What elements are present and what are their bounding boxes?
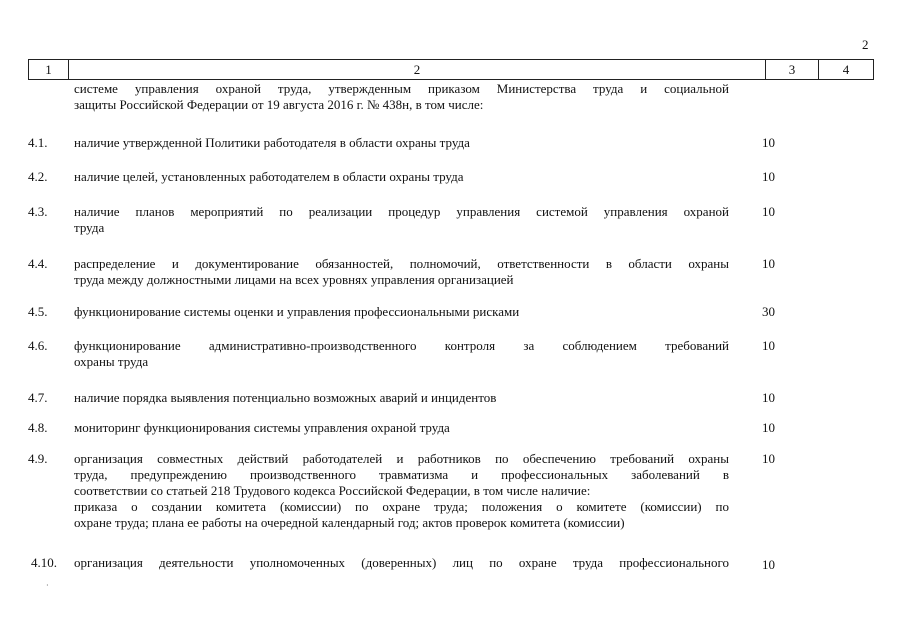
item-text-line: функционирование системы оценки и управления профессиональными рисками (74, 304, 520, 319)
item-text (74, 304, 729, 320)
item-text-line: соответствии со статьей 218 Трудового кодекса Российской Федерации, в том числе наличие: (74, 483, 591, 498)
intro-line: защиты Российской Федерации от 19 августа 2016 г. № 438н, в том числе: (74, 97, 484, 112)
item-value: 10 (762, 420, 775, 435)
item-value: 10 (762, 204, 775, 219)
page-number: 2 (862, 37, 869, 52)
column-header-3: 3 (766, 60, 819, 79)
item-text-line: наличие утвержденной Политики работодателя в области охраны труда (74, 135, 470, 150)
item-text (74, 555, 729, 571)
item-text (74, 451, 729, 531)
item-text-line: наличие планов мероприятий по реализации процедур управления системой управления охраной (74, 204, 729, 219)
item-text (74, 256, 729, 288)
intro-line: системе управления охраной труда, утвержденным приказом Министерства труда и социальной (74, 81, 729, 96)
item-number: 4.8. (28, 420, 48, 435)
item-number: 4.4. (28, 256, 48, 271)
item-text-line: функционирование административно-производственного контроля за соблюдением требований (74, 338, 729, 353)
item-text-line: мониторинг функционирования системы управления охраной труда (74, 420, 450, 435)
item-text-line: организация совместных действий работодателей и работников по обеспечению требований охраны (74, 451, 729, 466)
item-value: 10 (762, 338, 775, 353)
item-text-line: наличие порядка выявления потенциально возможных аварий и инцидентов (74, 390, 497, 405)
item-number: 4.1. (28, 135, 48, 150)
column-header-1: 1 (29, 60, 69, 79)
item-number: 4.9. (28, 451, 48, 466)
item-text (74, 420, 729, 436)
item-value: 10 (762, 451, 775, 466)
item-number: 4.3. (28, 204, 48, 219)
item-text-line: распределение и документирование обязанностей, полномочий, ответственности в области охраны (74, 256, 729, 271)
item-text-line: охраны труда (74, 354, 149, 369)
item-text (74, 390, 729, 406)
intro-paragraph (74, 81, 729, 113)
item-text-line: труда, предупреждению производственного травматизма и профессиональных заболеваний в (74, 467, 729, 482)
item-text-line: труда (74, 220, 105, 235)
item-text-line: наличие целей, установленных работодателем в области охраны труда (74, 169, 464, 184)
item-number: 4.5. (28, 304, 48, 319)
item-value: 10 (762, 557, 775, 572)
item-text-line: труда между должностными лицами на всех уровнях управления организацией (74, 272, 514, 287)
item-number: 4.6. (28, 338, 48, 353)
item-value: 10 (762, 135, 775, 150)
scan-speck: · (46, 581, 49, 590)
item-value: 10 (762, 169, 775, 184)
item-value: 10 (762, 256, 775, 271)
item-text-line: организация деятельности уполномоченных (доверенных) лиц по охране труда профессионального (74, 555, 729, 570)
item-value: 10 (762, 390, 775, 405)
item-text (74, 135, 729, 151)
column-header-2: 2 (69, 60, 766, 79)
item-number: 4.10. (31, 555, 57, 570)
item-text (74, 338, 729, 370)
item-text-line: приказа о создании комитета (комиссии) по охране труда; положения о комитете (комиссии) по (74, 499, 729, 514)
item-text (74, 169, 729, 185)
item-text (74, 204, 729, 236)
column-header-4: 4 (842, 61, 850, 77)
item-value: 30 (762, 304, 775, 319)
item-number: 4.7. (28, 390, 48, 405)
item-text-line: охране труда; плана ее работы на очередной календарный год; актов проверок комитета (комиссии) (74, 515, 625, 530)
item-number: 4.2. (28, 169, 48, 184)
table-header-row (28, 59, 874, 80)
